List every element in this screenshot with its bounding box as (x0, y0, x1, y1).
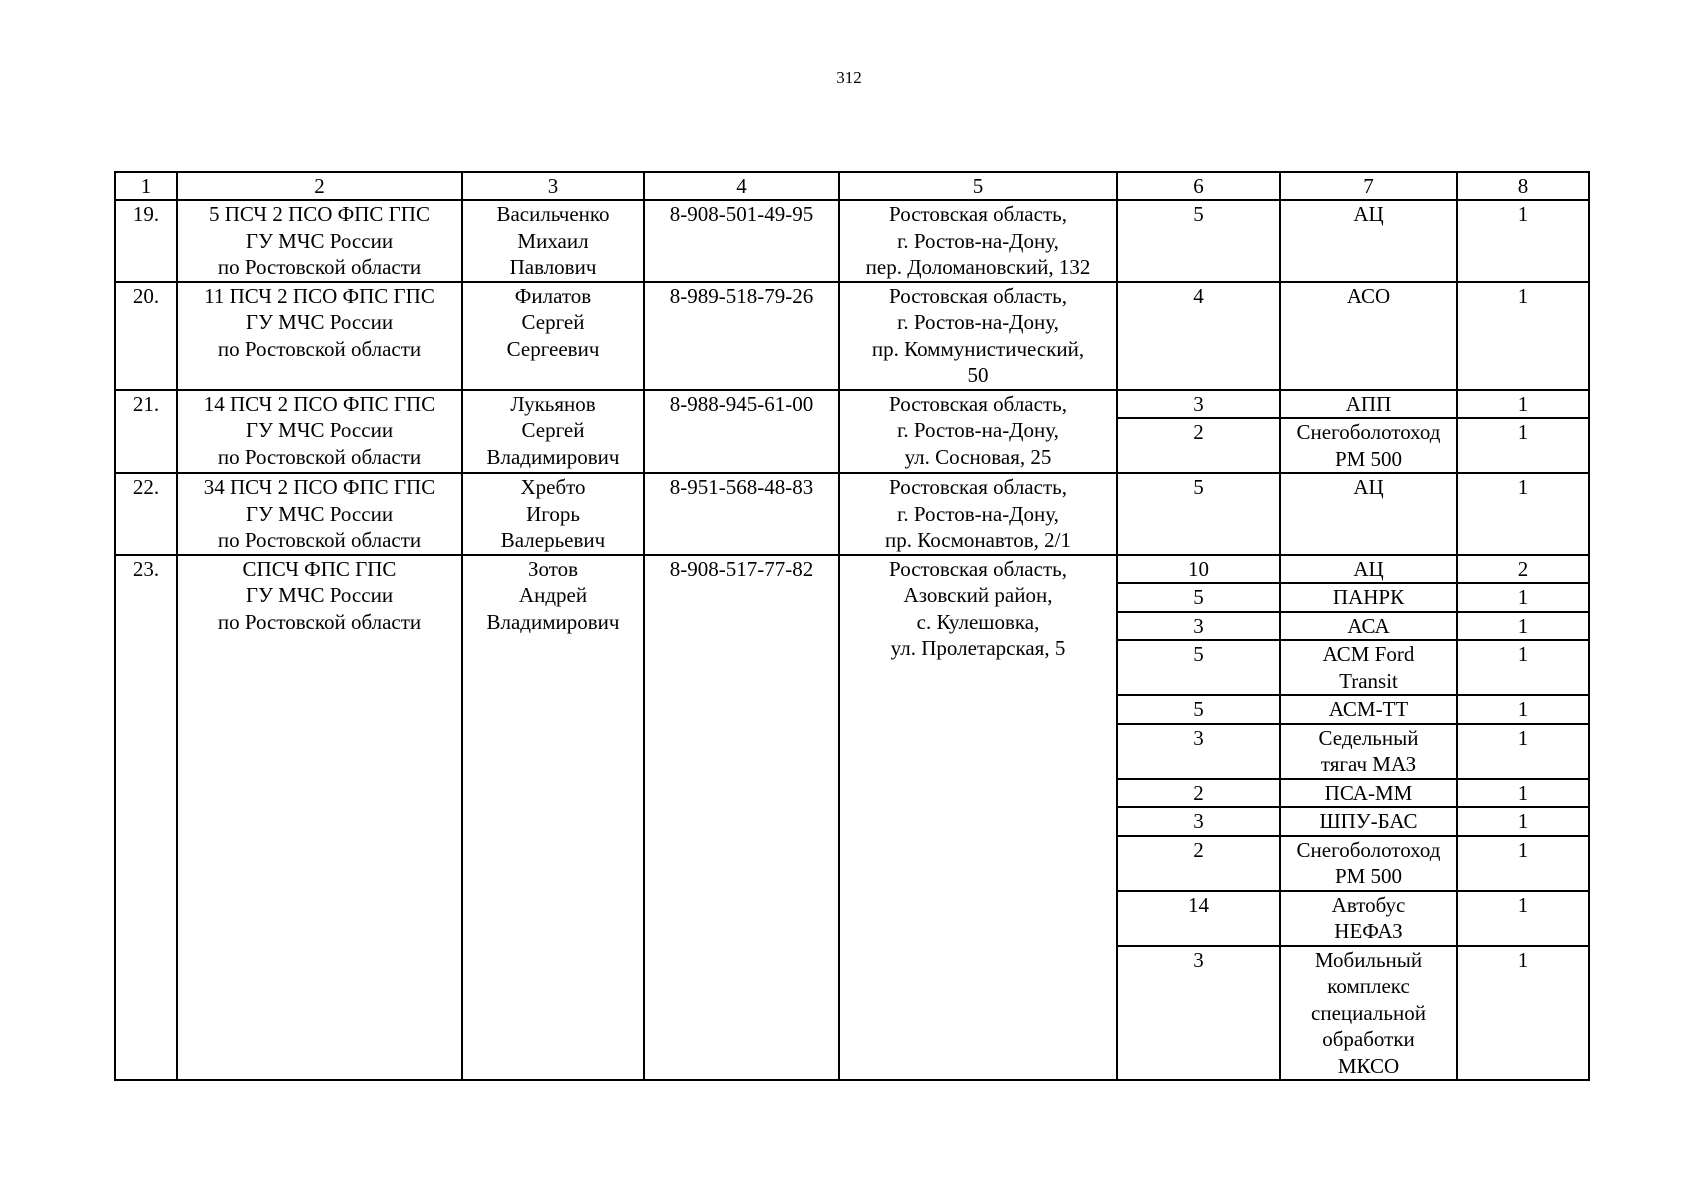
vehicle-quantity-cell: 1 (1457, 807, 1589, 836)
address-cell: Ростовская область, г. Ростов-на-Дону, ул. Сосновая, 25 (839, 390, 1117, 474)
column-header: 2 (177, 172, 462, 200)
vehicle-quantity-cell: 1 (1457, 282, 1589, 390)
vehicle-type-cell: АСМ Ford Transit (1280, 640, 1457, 695)
table-row (115, 390, 1589, 419)
address-cell: Ростовская область, Азовский район, с. Кулешовка, ул. Пролетарская, 5 (839, 555, 1117, 1081)
crew-count-cell: 3 (1117, 807, 1280, 836)
unit-name-cell: 14 ПСЧ 2 ПСО ФПС ГПС ГУ МЧС России по Ростовской области (177, 390, 462, 474)
unit-name-cell: 5 ПСЧ 2 ПСО ФПС ГПС ГУ МЧС России по Ростовской области (177, 200, 462, 282)
crew-count-cell: 14 (1117, 891, 1280, 946)
crew-count-cell: 10 (1117, 555, 1280, 584)
responsible-person-cell: Васильченко Михаил Павлович (462, 200, 644, 282)
column-header: 7 (1280, 172, 1457, 200)
phone-cell: 8-988-945-61-00 (644, 390, 839, 474)
responsible-person-cell: Лукьянов Сергей Владимирович (462, 390, 644, 474)
responsible-person-cell: Филатов Сергей Сергеевич (462, 282, 644, 390)
row-number-cell: 20. (115, 282, 177, 390)
table-row (115, 555, 1589, 584)
crew-count-cell: 2 (1117, 836, 1280, 891)
vehicle-type-cell: Снегоболотоход РМ 500 (1280, 418, 1457, 473)
crew-count-cell: 2 (1117, 779, 1280, 808)
phone-cell: 8-989-518-79-26 (644, 282, 839, 390)
column-header: 5 (839, 172, 1117, 200)
vehicle-type-cell: ШПУ-БАС (1280, 807, 1457, 836)
vehicle-quantity-cell: 1 (1457, 612, 1589, 641)
column-header: 6 (1117, 172, 1280, 200)
vehicle-quantity-cell: 1 (1457, 695, 1589, 724)
responsible-person-cell: Хребто Игорь Валерьевич (462, 473, 644, 555)
vehicle-quantity-cell: 1 (1457, 390, 1589, 419)
vehicle-quantity-cell: 2 (1457, 555, 1589, 584)
vehicle-quantity-cell: 1 (1457, 779, 1589, 808)
page-number: 312 (836, 68, 862, 87)
vehicle-quantity-cell: 1 (1457, 640, 1589, 695)
phone-cell: 8-908-501-49-95 (644, 200, 839, 282)
phone-cell: 8-951-568-48-83 (644, 473, 839, 555)
crew-count-cell: 5 (1117, 583, 1280, 612)
vehicle-quantity-cell: 1 (1457, 836, 1589, 891)
vehicle-type-cell: ПСА-ММ (1280, 779, 1457, 808)
column-header: 4 (644, 172, 839, 200)
crew-count-cell: 5 (1117, 200, 1280, 282)
crew-count-cell: 4 (1117, 282, 1280, 390)
vehicle-type-cell: Седельный тягач МАЗ (1280, 724, 1457, 779)
row-number-cell: 19. (115, 200, 177, 282)
unit-name-cell: 11 ПСЧ 2 ПСО ФПС ГПС ГУ МЧС России по Ростовской области (177, 282, 462, 390)
vehicle-type-cell: АСА (1280, 612, 1457, 641)
address-cell: Ростовская область, г. Ростов-на-Дону, пер. Доломановский, 132 (839, 200, 1117, 282)
row-number-cell: 21. (115, 390, 177, 474)
vehicle-quantity-cell: 1 (1457, 891, 1589, 946)
vehicle-type-cell: АЦ (1280, 555, 1457, 584)
vehicle-type-cell: Мобильный комплекс специальной обработки МКСО (1280, 946, 1457, 1081)
vehicle-type-cell: ПАНРК (1280, 583, 1457, 612)
vehicle-type-cell: АПП (1280, 390, 1457, 419)
vehicle-quantity-cell: 1 (1457, 724, 1589, 779)
vehicle-quantity-cell: 1 (1457, 418, 1589, 473)
crew-count-cell: 3 (1117, 612, 1280, 641)
table-row (115, 282, 1589, 390)
resources-table (114, 171, 1590, 1081)
table-row (115, 473, 1589, 555)
address-cell: Ростовская область, г. Ростов-на-Дону, пр. Коммунистический, 50 (839, 282, 1117, 390)
column-header: 1 (115, 172, 177, 200)
vehicle-quantity-cell: 1 (1457, 200, 1589, 282)
crew-count-cell: 3 (1117, 724, 1280, 779)
vehicle-quantity-cell: 1 (1457, 946, 1589, 1081)
vehicle-type-cell: Автобус НЕФАЗ (1280, 891, 1457, 946)
vehicle-quantity-cell: 1 (1457, 473, 1589, 555)
crew-count-cell: 5 (1117, 473, 1280, 555)
table-row (115, 200, 1589, 282)
crew-count-cell: 5 (1117, 640, 1280, 695)
crew-count-cell: 3 (1117, 390, 1280, 419)
address-cell: Ростовская область, г. Ростов-на-Дону, пр. Космонавтов, 2/1 (839, 473, 1117, 555)
crew-count-cell: 2 (1117, 418, 1280, 473)
vehicle-type-cell: АЦ (1280, 473, 1457, 555)
responsible-person-cell: Зотов Андрей Владимирович (462, 555, 644, 1081)
column-number-row (115, 172, 1589, 200)
vehicle-type-cell: АСМ-ТТ (1280, 695, 1457, 724)
crew-count-cell: 5 (1117, 695, 1280, 724)
unit-name-cell: 34 ПСЧ 2 ПСО ФПС ГПС ГУ МЧС России по Ростовской области (177, 473, 462, 555)
row-number-cell: 23. (115, 555, 177, 1081)
phone-cell: 8-908-517-77-82 (644, 555, 839, 1081)
vehicle-type-cell: АСО (1280, 282, 1457, 390)
column-header: 8 (1457, 172, 1589, 200)
column-header: 3 (462, 172, 644, 200)
vehicle-type-cell: АЦ (1280, 200, 1457, 282)
vehicle-type-cell: Снегоболотоход РМ 500 (1280, 836, 1457, 891)
row-number-cell: 22. (115, 473, 177, 555)
vehicle-quantity-cell: 1 (1457, 583, 1589, 612)
crew-count-cell: 3 (1117, 946, 1280, 1081)
unit-name-cell: СПСЧ ФПС ГПС ГУ МЧС России по Ростовской области (177, 555, 462, 1081)
